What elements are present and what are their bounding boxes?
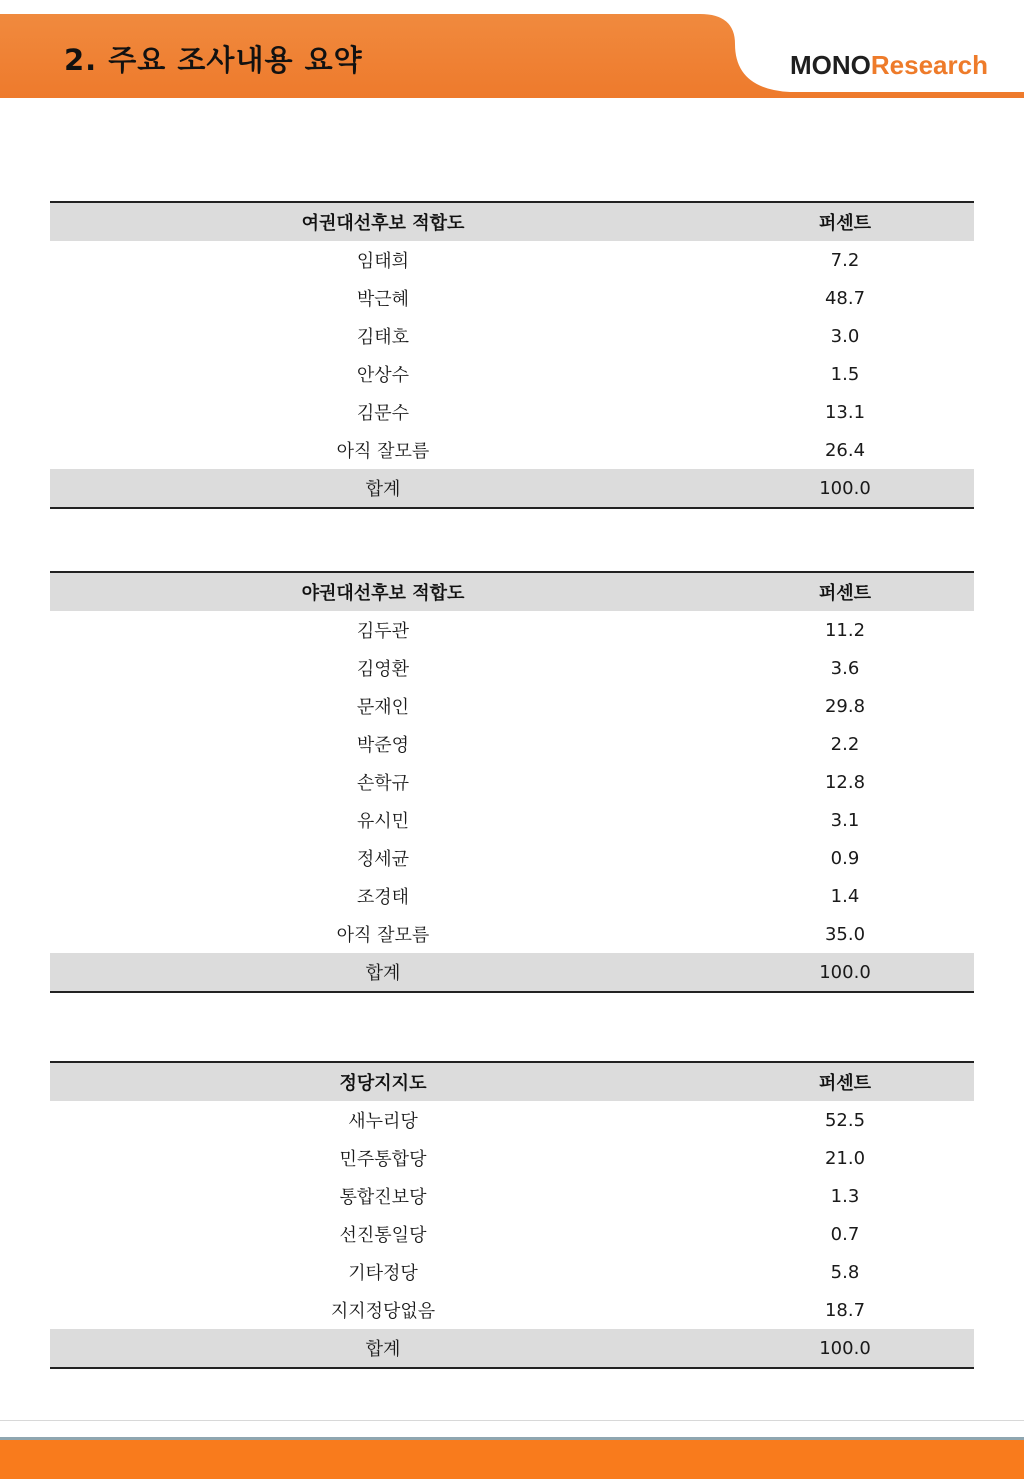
row-value: 1.5 — [830, 363, 860, 385]
row-value: 0.9 — [830, 847, 860, 869]
row-label: 김태호 — [356, 327, 410, 348]
table-row — [50, 241, 974, 279]
party-support-table — [50, 1061, 974, 1369]
total-label: 합계 — [50, 953, 716, 992]
candidate-fitness-table-opposition — [50, 571, 974, 993]
row-value: 18.7 — [824, 1299, 866, 1321]
row-value: 3.1 — [830, 809, 860, 831]
row-label: 정세균 — [356, 849, 410, 870]
row-label: 민주통합당 — [339, 1149, 427, 1170]
row-label: 김문수 — [356, 403, 410, 424]
row-label: 통합진보당 — [339, 1187, 427, 1208]
table-row — [50, 1139, 974, 1177]
brand-logo-mono: MONO — [790, 50, 871, 80]
table-row — [50, 355, 974, 393]
row-value: 0.7 — [830, 1223, 860, 1245]
row-value: 52.5 — [824, 1109, 866, 1131]
column-header-percent: 퍼센트 — [716, 1062, 974, 1101]
row-value: 1.3 — [830, 1185, 860, 1207]
row-value: 12.8 — [824, 771, 866, 793]
row-label: 기타정당 — [348, 1263, 418, 1284]
table-row — [50, 877, 974, 915]
table-row — [50, 1215, 974, 1253]
table-total-row — [50, 953, 974, 992]
row-value: 5.8 — [830, 1261, 860, 1283]
row-label: 안상수 — [356, 365, 410, 386]
row-value: 11.2 — [824, 619, 866, 641]
total-value: 100.0 — [716, 953, 974, 992]
total-label: 합계 — [50, 469, 716, 508]
row-label: 손학규 — [356, 773, 410, 794]
table-row — [50, 839, 974, 877]
candidate-fitness-table-ruling — [50, 201, 974, 509]
footer-divider — [0, 1420, 1024, 1421]
table-row — [50, 1101, 974, 1139]
brand-logo-research: Research — [870, 50, 988, 80]
row-label: 임태희 — [356, 251, 410, 272]
row-value: 13.1 — [824, 401, 866, 423]
row-value: 3.0 — [830, 325, 860, 347]
column-header-label: 야권대선후보 적합도 — [50, 572, 716, 611]
table-row — [50, 725, 974, 763]
table-header-row — [50, 1062, 974, 1101]
page-title: 2. 주요 조사내용 요약 — [64, 43, 363, 77]
row-value: 21.0 — [824, 1147, 866, 1169]
row-value: 2.2 — [830, 733, 860, 755]
table-row — [50, 1253, 974, 1291]
table-row — [50, 801, 974, 839]
row-label: 조경태 — [356, 887, 410, 908]
total-value: 100.0 — [716, 1329, 974, 1368]
table-row — [50, 915, 974, 953]
table-header-row — [50, 202, 974, 241]
row-label: 아직 잘모름 — [336, 925, 430, 946]
table-header-row — [50, 572, 974, 611]
table-row — [50, 687, 974, 725]
table-row — [50, 1291, 974, 1329]
row-label: 김두관 — [356, 621, 410, 642]
table-row — [50, 393, 974, 431]
row-label: 박준영 — [356, 735, 410, 756]
row-value: 26.4 — [824, 439, 866, 461]
row-label: 선진통일당 — [339, 1225, 427, 1246]
table-row — [50, 763, 974, 801]
total-value: 100.0 — [716, 469, 974, 508]
row-value: 3.6 — [830, 657, 860, 679]
table-total-row — [50, 469, 974, 508]
table-row — [50, 317, 974, 355]
row-label: 유시민 — [356, 811, 410, 832]
row-label: 지지정당없음 — [330, 1301, 436, 1322]
table-row — [50, 611, 974, 649]
row-value: 35.0 — [824, 923, 866, 945]
table-row — [50, 649, 974, 687]
brand-logo — [790, 50, 988, 81]
total-label: 합계 — [50, 1329, 716, 1368]
column-header-percent: 퍼센트 — [716, 572, 974, 611]
row-value: 1.4 — [830, 885, 860, 907]
table-row — [50, 279, 974, 317]
column-header-label: 여권대선후보 적합도 — [50, 202, 716, 241]
row-label: 문재인 — [356, 697, 410, 718]
column-header-percent: 퍼센트 — [716, 202, 974, 241]
row-label: 김영환 — [356, 659, 410, 680]
footer-bar — [0, 1437, 1024, 1479]
column-header-label: 정당지지도 — [50, 1062, 716, 1101]
row-value: 29.8 — [824, 695, 866, 717]
table-total-row — [50, 1329, 974, 1368]
row-label: 아직 잘모름 — [336, 441, 430, 462]
row-label: 새누리당 — [348, 1111, 418, 1132]
table-row — [50, 431, 974, 469]
row-value: 48.7 — [824, 287, 866, 309]
row-label: 박근혜 — [356, 289, 410, 310]
row-value: 7.2 — [830, 249, 860, 271]
table-row — [50, 1177, 974, 1215]
